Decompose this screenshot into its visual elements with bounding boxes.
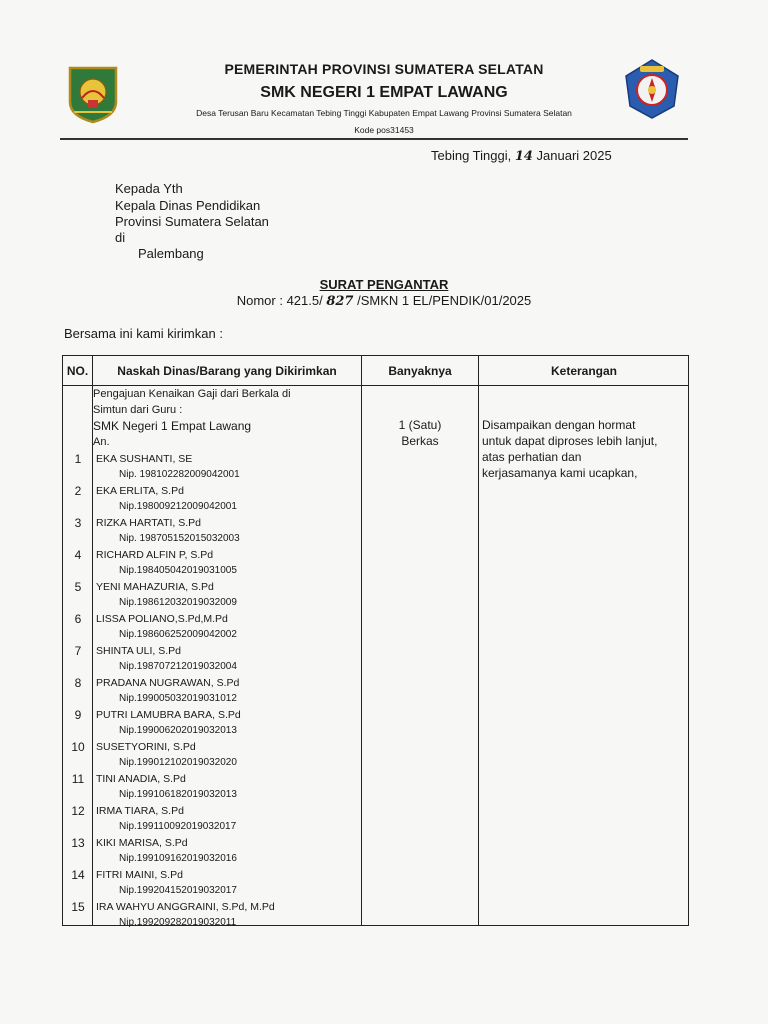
qty-line: Berkas bbox=[401, 434, 439, 448]
row-number: 9 bbox=[74, 708, 82, 722]
qty-cell bbox=[362, 417, 478, 449]
employee-name: EKA ERLITA, S.Pd bbox=[96, 485, 184, 497]
addressee-line-1: Kepada Yth bbox=[115, 181, 183, 196]
employee-name: EKA SUSHANTI, SE bbox=[96, 453, 193, 465]
letter-number-handwritten: 827 bbox=[326, 294, 354, 309]
employee-nip: Nip.198405042019031005 bbox=[119, 565, 237, 576]
employee-nip: Nip.199110092019032017 bbox=[119, 821, 237, 832]
row-number: 5 bbox=[74, 580, 82, 594]
employee-nip: Nip.199204152019032017 bbox=[119, 885, 237, 896]
addressee-line-2: Kepala Dinas Pendidikan bbox=[115, 198, 261, 213]
addressee-line-3: Provinsi Sumatera Selatan bbox=[115, 214, 269, 229]
header-qty: Banyaknya bbox=[388, 364, 452, 378]
employee-name: IRA WAHYU ANGGRAINI, S.Pd, M.Pd bbox=[96, 901, 275, 913]
note-line: atas perhatian dan bbox=[482, 450, 582, 464]
letter-number-suffix: /SMKN 1 EL/PENDIK/01/2025 bbox=[353, 293, 532, 308]
employee-nip: Nip. 198102282009042001 bbox=[119, 469, 240, 480]
row-number: 15 bbox=[71, 900, 85, 914]
letterhead-government: PEMERINTAH PROVINSI SUMATERA SELATAN bbox=[224, 61, 544, 77]
employee-name: TINI ANADIA, S.Pd bbox=[96, 773, 186, 785]
items-table bbox=[62, 355, 689, 926]
employee-nip: Nip.198606252009042002 bbox=[119, 629, 237, 640]
employee-name: SUSETYORINI, S.Pd bbox=[96, 741, 196, 753]
item-intro bbox=[93, 386, 291, 450]
employee-nip: Nip.199109162019032016 bbox=[119, 853, 237, 864]
note-cell bbox=[482, 417, 657, 481]
letterhead-school-name: SMK NEGERI 1 EMPAT LAWANG bbox=[260, 84, 508, 101]
employee-name: KIKI MARISA, S.Pd bbox=[96, 837, 188, 849]
employee-name: FITRI MAINI, S.Pd bbox=[96, 869, 183, 881]
row-number: 14 bbox=[71, 868, 85, 882]
employee-name: RIZKA HARTATI, S.Pd bbox=[96, 517, 202, 529]
addressee-city: Palembang bbox=[138, 246, 204, 261]
employee-nip: Nip.199012102019032020 bbox=[119, 757, 237, 768]
row-number: 6 bbox=[74, 612, 82, 626]
employee-nip: Nip.199005032019031012 bbox=[119, 693, 237, 704]
header-item: Naskah Dinas/Barang yang Dikirimkan bbox=[117, 364, 337, 378]
school-emblem-icon bbox=[622, 58, 682, 120]
letterhead-address: Desa Terusan Baru Kecamatan Tebing Tinggi Kabupaten Empat Lawang Provinsi Sumatera Selatan bbox=[196, 108, 572, 118]
employee-nip: Nip.198612032019032009 bbox=[119, 597, 237, 608]
row-number: 8 bbox=[74, 676, 82, 690]
letterhead-divider bbox=[60, 138, 688, 140]
employee-name: YENI MAHAZURIA, S.Pd bbox=[96, 581, 214, 593]
row-number: 7 bbox=[74, 644, 82, 658]
employee-nip: Nip.199209282019032011 bbox=[119, 917, 237, 928]
employee-name: RICHARD ALFIN P, S.Pd bbox=[96, 549, 214, 561]
item-intro-line: An. bbox=[93, 436, 110, 448]
header-note: Keterangan bbox=[550, 364, 618, 378]
row-number: 3 bbox=[74, 516, 82, 530]
row-number: 10 bbox=[71, 740, 85, 754]
note-line: kerjasamanya kami ucapkan, bbox=[482, 466, 638, 480]
row-number: 1 bbox=[74, 452, 82, 466]
employee-name: PRADANA NUGRAWAN, S.Pd bbox=[96, 677, 240, 689]
row-number: 11 bbox=[71, 772, 85, 786]
date-day-handwritten: 14 bbox=[514, 149, 533, 164]
letter-number bbox=[0, 293, 768, 309]
date-prefix: Tebing Tinggi, bbox=[431, 148, 515, 163]
addressee-line-4: di bbox=[115, 230, 126, 245]
row-number: 4 bbox=[74, 548, 82, 562]
employee-nip: Nip.199106182019032013 bbox=[119, 789, 237, 800]
intro-text: Bersama ini kami kirimkan : bbox=[64, 326, 223, 341]
item-intro-line: SMK Negeri 1 Empat Lawang bbox=[93, 419, 252, 433]
note-line: Disampaikan dengan hormat bbox=[482, 418, 636, 432]
letter-number-prefix: Nomor : 421.5/ bbox=[236, 293, 327, 308]
note-line: untuk dapat diproses lebih lanjut, bbox=[482, 434, 658, 448]
header-no: NO. bbox=[66, 364, 89, 378]
row-number: 2 bbox=[74, 484, 82, 498]
row-number: 12 bbox=[71, 804, 85, 818]
employee-name: SHINTA ULI, S.Pd bbox=[96, 645, 181, 657]
item-intro-line: Simtun dari Guru : bbox=[93, 404, 183, 416]
employee-nip: Nip.199006202019032013 bbox=[119, 725, 237, 736]
table-col-divider bbox=[478, 356, 479, 925]
letterhead-postcode: Kode pos31453 bbox=[354, 125, 414, 135]
item-intro-line: Pengajuan Kenaikan Gaji dari Berkala di bbox=[93, 388, 291, 400]
letter-title: SURAT PENGANTAR bbox=[319, 277, 449, 292]
employee-name: PUTRI LAMUBRA BARA, S.Pd bbox=[96, 709, 241, 721]
letter-date bbox=[431, 148, 612, 164]
qty-line: 1 (Satu) bbox=[398, 418, 442, 432]
employee-nip: Nip. 198705152015032003 bbox=[119, 533, 240, 544]
date-suffix: Januari 2025 bbox=[532, 148, 612, 163]
employee-nip: Nip.198009212009042001 bbox=[119, 501, 237, 512]
employee-name: IRMA TIARA, S.Pd bbox=[96, 805, 184, 817]
employee-name: LISSA POLIANO,S.Pd,M.Pd bbox=[96, 613, 228, 625]
row-number: 13 bbox=[71, 836, 85, 850]
employee-nip: Nip.198707212019032004 bbox=[119, 661, 237, 672]
